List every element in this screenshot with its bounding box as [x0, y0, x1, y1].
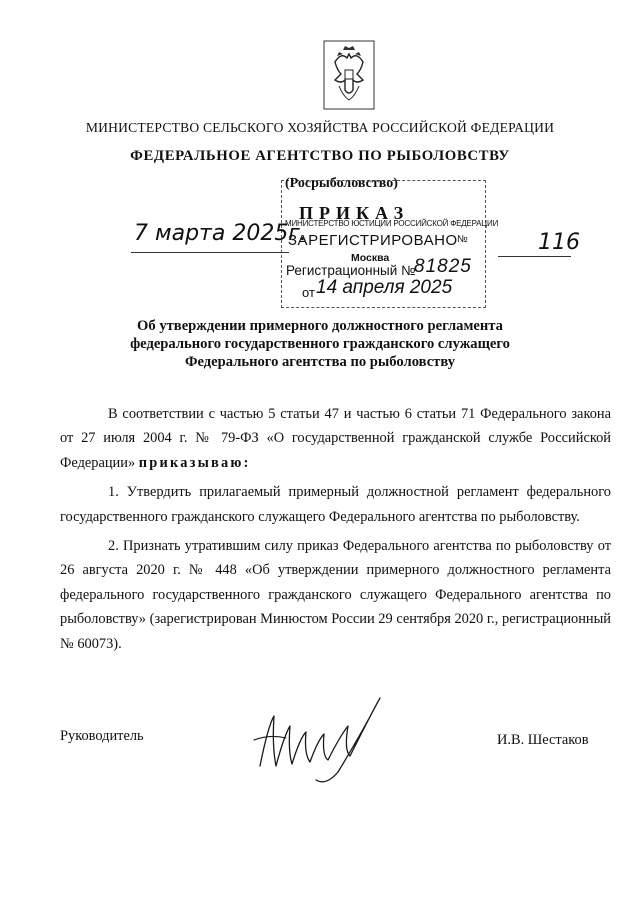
order-heading: ПРИКАЗ — [299, 203, 410, 223]
stamp-number-sign: № — [457, 234, 468, 245]
signatory-title: Руководитель — [60, 728, 144, 744]
stamp-city: Москва — [351, 252, 390, 264]
item-2-paragraph: 2. Признать утратившим силу приказ Федерального агентства по рыболовству от 26 августа 2020 г. № 448 «Об утверждении примерного должностного регламента федерального государственного гражданского служащего Федерального агентства по рыболовству» (зарегистрирован Минюстом России 29 сентября 2020 г., регистрационный № 60073). — [60, 538, 611, 652]
title-line-3: Федерального агентства по рыболовству — [184, 354, 456, 370]
title-line-2: федерального государственного гражданского служащего — [130, 336, 510, 352]
order-number: 116 — [538, 230, 580, 255]
preamble-paragraph — [60, 402, 611, 475]
document-body — [60, 402, 611, 656]
order-word-inline: приказываю: — [138, 454, 251, 471]
order-date-underline — [131, 252, 289, 253]
item-1-paragraph: 1. Утвердить прилагаемый примерный должностной регламент федерального государственного гражданского служащего Федерального агентства по рыболовству. — [60, 484, 611, 525]
order-date: 7 марта 2025г. — [134, 221, 307, 246]
ministry-name: МИНИСТЕРСТВО СЕЛЬСКОГО ХОЗЯЙСТВА РОССИЙСКОЙ ФЕДЕРАЦИИ — [85, 120, 555, 135]
stamp-from-label: от — [302, 285, 315, 300]
russian-coat-of-arms-icon — [323, 40, 375, 110]
agency-short-name: (Росрыболовство) — [285, 176, 398, 191]
agency-name: ФЕДЕРАЛЬНОЕ АГЕНТСТВО ПО РЫБОЛОВСТВУ — [130, 148, 510, 164]
signatory-name: И.В. Шестаков — [497, 732, 589, 748]
order-number-underline — [498, 256, 571, 257]
stamp-date-value: 14 апреля 2025 — [316, 277, 453, 298]
stamp-ministry-line: МИНИСТЕРСТВО ЮСТИЦИИ РОССИЙСКОЙ ФЕДЕРАЦИИ — [285, 219, 499, 228]
preamble-text: В соответствии с частью 5 статьи 47 и частью 6 статьи 71 Федерального закона от 27 июля 2004 г. № 79-ФЗ «О государственной гражданской службе Российской Федерации» — [60, 406, 611, 471]
stamp-reg-number-label: Регистрационный № — [286, 263, 416, 278]
title-line-1: Об утверждении примерного должностного регламента — [137, 318, 503, 334]
stamp-registered-label: ЗАРЕГИСТРИРОВАНО — [288, 232, 458, 249]
stamp-reg-number-value: 81825 — [414, 256, 472, 277]
handwritten-signature — [230, 676, 390, 794]
document-title — [0, 317, 640, 371]
